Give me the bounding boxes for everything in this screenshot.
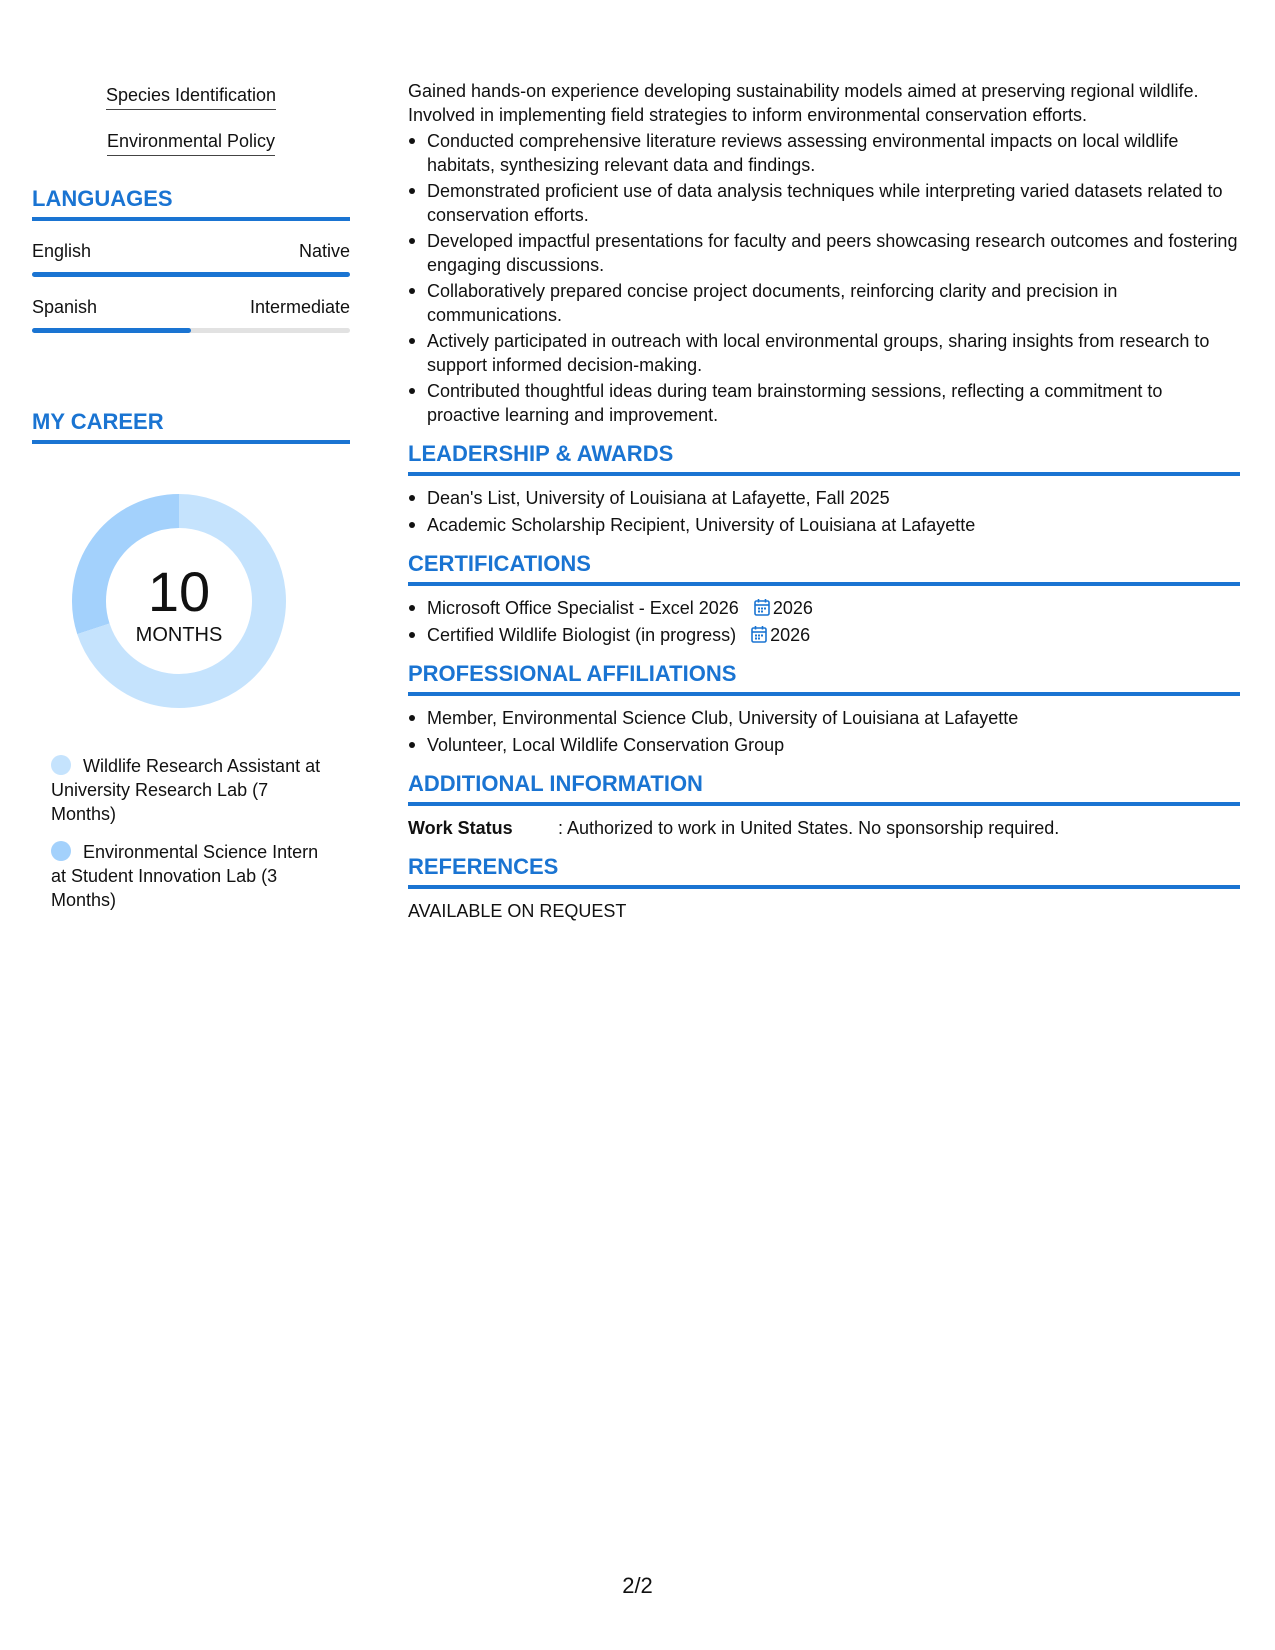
legend-item: Environmental Science Intern at Student Innovation Lab (3 Months)	[51, 842, 319, 910]
career-unit: MONTHS	[135, 624, 223, 646]
work-status-label: Work Status	[408, 818, 513, 838]
section-title-languages: LANGUAGES	[32, 186, 350, 221]
leadership-list	[408, 486, 1240, 537]
section-title-references: REFERENCES	[408, 854, 1240, 889]
language-proficiency-bar	[32, 272, 350, 277]
certification-name: Certified Wildlife Biologist (in progress)	[427, 625, 737, 645]
career-legend	[51, 754, 326, 912]
references-section	[408, 854, 1240, 923]
certifications-section	[408, 551, 1240, 647]
certifications-list	[408, 596, 1240, 647]
language-name: English	[32, 241, 92, 261]
skill-item: Environmental Policy	[32, 130, 350, 156]
list-item: Member, Environmental Science Club, University of Louisiana at Lafayette	[408, 706, 1240, 730]
legend-dot	[51, 755, 71, 775]
list-item: Actively participated in outreach with local environmental groups, sharing insights from research to support informed decision-making.	[408, 329, 1240, 377]
list-item	[408, 596, 1240, 620]
section-title-affiliations: PROFESSIONAL AFFILIATIONS	[408, 661, 1240, 696]
list-item: Dean's List, University of Louisiana at Lafayette, Fall 2025	[408, 486, 1240, 510]
list-item: Contributed thoughtful ideas during team brainstorming sessions, reflecting a commitment to proactive learning and improvement.	[408, 379, 1240, 427]
list-item: Demonstrated proficient use of data analysis techniques while interpreting varied datasets related to conservation efforts.	[408, 179, 1240, 227]
legend-dot	[51, 841, 71, 861]
languages-section	[32, 186, 350, 333]
career-section	[32, 409, 350, 912]
list-item: Volunteer, Local Wildlife Conservation Group	[408, 733, 1240, 757]
language-proficiency-bar	[32, 328, 350, 333]
section-title-leadership: LEADERSHIP & AWARDS	[408, 441, 1240, 476]
language-proficiency-fill	[32, 272, 350, 277]
calendar-icon	[751, 625, 767, 643]
language-row	[32, 297, 350, 333]
right-column	[408, 79, 1240, 923]
affiliations-section	[408, 661, 1240, 757]
experience-intro: Gained hands-on experience developing sustainability models aimed at preserving regional wildlife. Involved in implementing field strategies to inform environmental conservation efforts.	[408, 81, 1199, 125]
list-item: Collaboratively prepared concise project documents, reinforcing clarity and precision in communications.	[408, 279, 1240, 327]
work-status-row	[408, 816, 1240, 840]
career-donut-chart	[64, 486, 294, 716]
list-item: Conducted comprehensive literature reviews assessing environmental impacts on local wildlife habitats, synthesizing relevant data and findings.	[408, 129, 1240, 177]
legend-item: Wildlife Research Assistant at University Research Lab (7 Months)	[51, 756, 321, 824]
leadership-section	[408, 441, 1240, 537]
list-item	[408, 623, 1240, 647]
language-proficiency-fill	[32, 328, 191, 333]
career-total: 10	[147, 560, 211, 623]
list-item: Academic Scholarship Recipient, University of Louisiana at Lafayette	[408, 513, 1240, 537]
language-row	[32, 241, 350, 277]
skill-item: Species Identification	[32, 84, 350, 110]
certification-year: 2026	[772, 598, 813, 618]
certification-year: 2026	[770, 625, 811, 645]
work-status-value: : Authorized to work in United States. No sponsorship required.	[558, 818, 1060, 838]
page-number: 2/2	[622, 1573, 653, 1598]
section-title-career: MY CAREER	[32, 409, 350, 444]
certification-name: Microsoft Office Specialist - Excel 2026	[427, 598, 739, 618]
language-name: Spanish	[32, 297, 98, 317]
list-item: Developed impactful presentations for faculty and peers showcasing research outcomes and fostering engaging discussions.	[408, 229, 1240, 277]
section-title-certifications: CERTIFICATIONS	[408, 551, 1240, 586]
language-level: Native	[298, 241, 350, 261]
experience-bullets	[408, 129, 1240, 427]
calendar-icon	[754, 598, 770, 616]
additional-section	[408, 771, 1240, 840]
language-level: Intermediate	[249, 297, 350, 317]
affiliations-list	[408, 706, 1240, 757]
references-text: AVAILABLE ON REQUEST	[408, 901, 627, 921]
section-title-additional: ADDITIONAL INFORMATION	[408, 771, 1240, 806]
left-column	[32, 84, 350, 926]
